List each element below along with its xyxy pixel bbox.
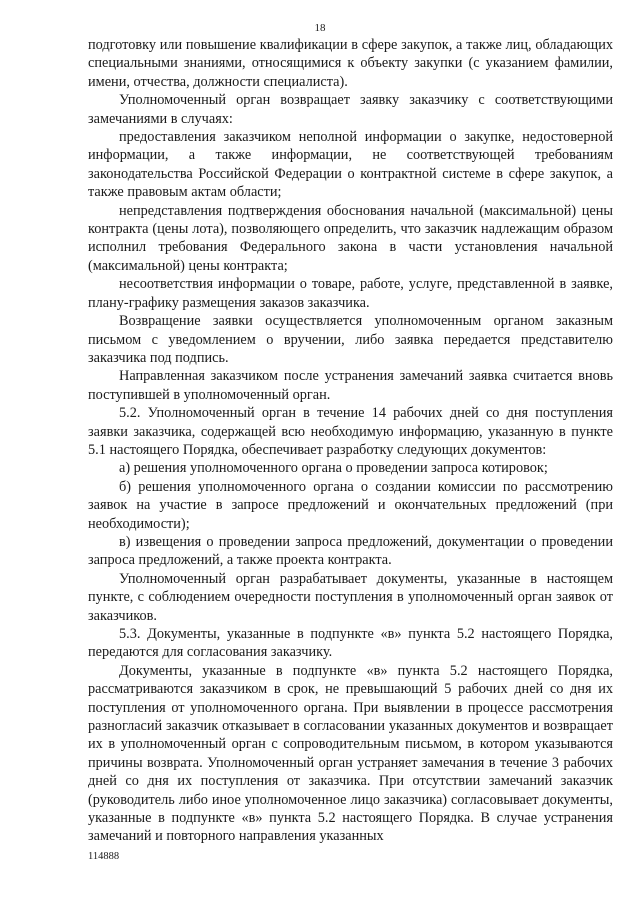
paragraph-ordering: Уполномоченный орган разрабатывает документы, указанные в настоящем пункте, с соблюдением очередности поступления в уполномоченный орган заявок от заказчиков. [88,570,613,624]
paragraph-plan-mismatch: несоответствия информации о товаре, работе, услуге, представленной в заявке, плану-графику размещения заказов заказчика. [88,276,613,311]
paragraph-incomplete-info: предоставления заказчиком неполной информации о закупке, недостоверной информации, а также информации, не соответствующей требованиям законодательства Российской Федерации о контрактной системе в сфере закупок, а также правовым актам области; [88,129,613,201]
paragraph-continuation: подготовку или повышение квалификации в сфере закупок, а также лиц, обладающих специальными знаниями, относящимися к объекту закупки (с указанием фамилии, имени, отчества, должности специалиста). [88,37,613,90]
paragraph-return-method: Возвращение заявки осуществляется уполномоченным органом заказным письмом с уведомлением о вручении, либо заявка передается представителю заказчика под подпись. [88,313,613,366]
paragraph-item-c: в) извещения о проведении запроса предложений, документации о проведении запроса предложений, а также проекта контракта. [88,533,613,569]
document-code: 114888 [88,851,120,862]
paragraph-item-b: б) решения уполномоченного органа о создании комиссии по рассмотрению заявок на участие в запросе предложений и окончательных предложений (при необходимости); [88,478,613,532]
paragraph-resubmission: Направленная заказчиком после устранения замечаний заявка считается вновь поступившей в уполномоченный орган. [88,368,613,403]
document-body [88,36,613,846]
paragraph-price-justification: непредставления подтверждения обоснования начальной (максимальной) цены контракта (цены лота), позволяющего определить, что заказчик надлежащим образом исполнил требования Федерального закона в части установления начальной (максимальной) цены контракта; [88,202,613,274]
paragraph-review-terms: Документы, указанные в подпункте «в» пункта 5.2 настоящего Порядка, рассматриваются заказчиком в срок, не превышающий 5 рабочих дней со дня их поступления от уполномоченного органа. При выявлении в процессе рассмотрения разногласий заказчик отказывает в согласовании указанных документов и возвращает их в уполномоченный орган с сопроводительным письмом, в котором указываются причины возврата. Уполномоченный орган устраняет замечания в течение 3 рабочих дней со дня их поступления от заказчика. При отсутствии замечаний заказчик (руководитель либо иное уполномоченное лицо заказчика) согласовывает документы, указанные в подпункте «в» пункта 5.2 настоящего Порядка. В случае устранения замечаний и повторного направления указанных [88,662,613,845]
paragraph-section-5-3: 5.3. Документы, указанные в подпункте «в» пункта 5.2 настоящего Порядка, передаются для согласования заказчику. [88,626,613,661]
page-number: 18 [314,22,326,34]
paragraph-section-5-2: 5.2. Уполномоченный орган в течение 14 рабочих дней со дня поступления заявки заказчика, содержащей всю необходимую информацию, указанную в пункте 5.1 настоящего Порядка, обеспечивает разработку следующих документов: [88,405,613,458]
paragraph-return-conditions: Уполномоченный орган возвращает заявку заказчику с соответствующими замечаниями в случаях: [88,92,613,127]
paragraph-item-a: а) решения уполномоченного органа о проведении запроса котировок; [119,460,548,477]
